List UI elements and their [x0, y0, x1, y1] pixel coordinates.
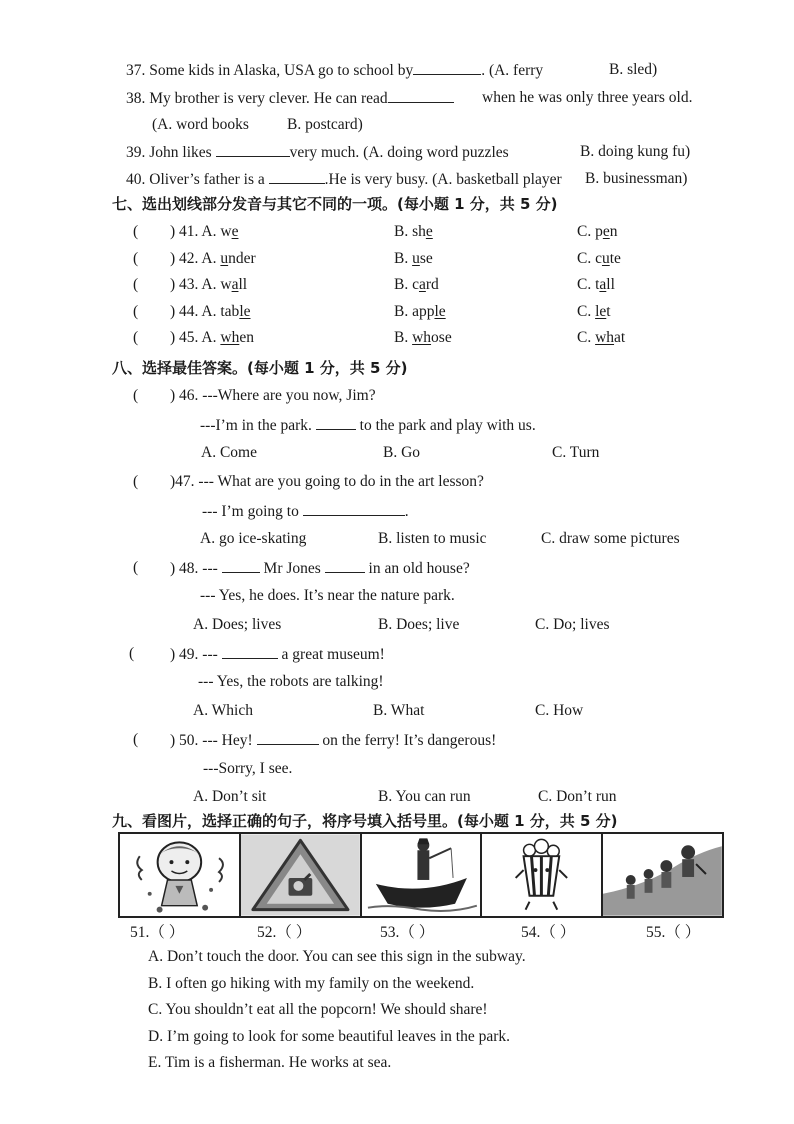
question-tail: very much. (A. doing word puzzles [289, 144, 509, 161]
answer-blank[interactable] [269, 171, 325, 184]
underlined-sound: a [231, 276, 239, 293]
paren-open[interactable]: ( [133, 473, 139, 490]
option-b: B. You can run [378, 788, 471, 805]
underlined-sound: u [220, 250, 229, 267]
answer-blank[interactable] [303, 503, 405, 516]
underlined-sound: e [602, 223, 610, 240]
question-37 [126, 62, 543, 79]
underlined-sound: a [599, 276, 607, 293]
option-c: C. let [577, 303, 611, 320]
option-b: B. use [394, 250, 433, 267]
paren-open[interactable]: ( [133, 250, 139, 267]
paren-open[interactable]: ( [133, 731, 139, 748]
paren-open[interactable]: ( [129, 645, 135, 662]
underlined-sound: a [418, 276, 426, 293]
picture-answer-label[interactable]: 51.（ ） [130, 924, 185, 941]
dialog-line: --- Yes, he does. It’s near the nature park. [200, 587, 455, 604]
warning-sign-icon [241, 834, 362, 916]
paren-open[interactable]: ( [133, 329, 139, 346]
option-b: B. whose [394, 329, 452, 346]
option-a: A. Don’t sit [193, 788, 267, 805]
paren-open[interactable]: ( [133, 276, 139, 293]
option-b: B. she [394, 223, 433, 240]
underlined-sound: wh [595, 329, 615, 346]
answer-blank[interactable] [257, 732, 319, 745]
option-b: B. postcard) [287, 116, 363, 133]
answer-blank[interactable] [316, 417, 356, 430]
answer-blank[interactable] [388, 90, 454, 103]
option-b: B. sled) [609, 61, 658, 78]
question-48: ) 48. --- Mr Jones in an old house? [170, 560, 470, 577]
question-text: 38. My brother is very clever. He can read [126, 90, 388, 107]
option-a: (A. word books [152, 116, 249, 133]
question-tail: when he was only three years old. [482, 89, 693, 106]
option-b: B. Go [383, 444, 421, 461]
paren-open[interactable]: ( [133, 223, 139, 240]
question-tail: . (A. ferry [481, 62, 544, 79]
dialog-line: --- I’m going to . [202, 503, 409, 520]
fisherman-boat-icon [362, 834, 483, 916]
option-b: B. businessman) [585, 170, 688, 187]
question-49: ) 49. --- a great museum! [170, 646, 385, 663]
underlined-sound: u [412, 250, 420, 267]
question-46: ) 46. ---Where are you now, Jim? [170, 387, 376, 404]
option-c: C. Don’t run [538, 788, 617, 805]
question-40 [126, 171, 562, 188]
picture-answer-label[interactable]: 53.（ ） [380, 924, 435, 941]
option-c: C. tall [577, 276, 615, 293]
picture-answer-label[interactable]: 52.（ ） [257, 924, 312, 941]
hiking-family-icon [603, 834, 722, 916]
option-a: ) 42. A. under [170, 250, 256, 267]
underlined-sound: wh [412, 329, 432, 346]
underlined-sound: le [434, 303, 446, 320]
answer-sentence: D. I’m going to look for some beautiful leaves in the park. [148, 1027, 511, 1045]
underlined-sound: u [601, 250, 610, 267]
option-a: A. Which [193, 702, 253, 719]
underlined-sound: e [231, 223, 239, 240]
answer-sentence: E. Tim is a fisherman. He works at sea. [148, 1054, 392, 1071]
option-b: B. doing kung fu) [580, 143, 691, 160]
section-8-title: 八、选择最佳答案。(每小题 1 分，共 5 分) [112, 359, 408, 377]
option-a: A. go ice-skating [200, 530, 307, 547]
dialog-line: ---I’m in the park. to the park and play with us. [200, 417, 536, 434]
question-tail: .He is very busy. (A. basketball player [324, 171, 562, 188]
answer-sentence: B. I often go hiking with my family on the weekend. [148, 974, 475, 992]
dialog-line: --- Yes, the robots are talking! [198, 673, 384, 690]
answer-blank[interactable] [325, 560, 365, 573]
paren-open[interactable]: ( [133, 387, 139, 404]
section-9-title: 九、看图片，选择正确的句子，将序号填入括号里。(每小题 1 分，共 5 分) [112, 812, 618, 830]
option-c: C. cute [577, 250, 621, 267]
underlined-sound: wh [220, 329, 240, 346]
question-text: 39. John likes [126, 144, 212, 161]
option-b: B. apple [394, 303, 446, 320]
question-38 [126, 90, 454, 107]
question-text: 37. Some kids in Alaska, USA go to school by [126, 62, 414, 79]
picture-strip [118, 832, 724, 918]
question-50: ) 50. --- Hey! on the ferry! It’s dangerous! [170, 732, 497, 749]
answer-blank[interactable] [222, 560, 260, 573]
paren-open[interactable]: ( [133, 559, 139, 576]
girl-with-leaves-icon [120, 834, 241, 916]
option-c: C. Turn [552, 444, 600, 461]
question-39 [126, 144, 509, 161]
underlined-sound: e [425, 223, 433, 240]
paren-open[interactable]: ( [133, 303, 139, 320]
question-47: )47. --- What are you going to do in the art lesson? [170, 473, 484, 490]
picture-answer-label[interactable]: 54.（ ） [521, 924, 576, 941]
option-c: C. Do; lives [535, 616, 610, 633]
option-c: C. what [577, 329, 626, 346]
option-a: ) 43. A. wall [170, 276, 248, 293]
popcorn-icon [482, 834, 603, 916]
option-a: ) 44. A. table [170, 303, 251, 320]
answer-sentence: C. You shouldn’t eat all the popcorn! We should share! [148, 1001, 488, 1018]
option-c: C. draw some pictures [541, 530, 680, 547]
option-b: B. card [394, 276, 439, 293]
option-a: A. Come [201, 444, 257, 461]
answer-blank[interactable] [413, 62, 481, 75]
option-c: C. pen [577, 223, 618, 240]
option-a: ) 41. A. we [170, 223, 239, 240]
option-b: B. Does; live [378, 616, 460, 633]
answer-blank[interactable] [222, 646, 278, 659]
picture-answer-label[interactable]: 55.（ ） [646, 924, 701, 941]
section-7-title: 七、选出划线部分发音与其它不同的一项。(每小题 1 分，共 5 分) [112, 195, 558, 213]
answer-blank[interactable] [216, 144, 290, 157]
option-b: B. What [373, 702, 425, 719]
question-text: 40. Oliver’s father is a [126, 171, 265, 188]
option-b: B. listen to music [378, 530, 487, 547]
underlined-sound: le [595, 303, 607, 320]
option-a: ) 45. A. when [170, 329, 254, 346]
dialog-line: ---Sorry, I see. [203, 760, 293, 777]
underlined-sound: le [239, 303, 251, 320]
option-c: C. How [535, 702, 584, 719]
answer-sentence: A. Don’t touch the door. You can see this sign in the subway. [148, 948, 526, 965]
option-a: A. Does; lives [193, 616, 282, 633]
